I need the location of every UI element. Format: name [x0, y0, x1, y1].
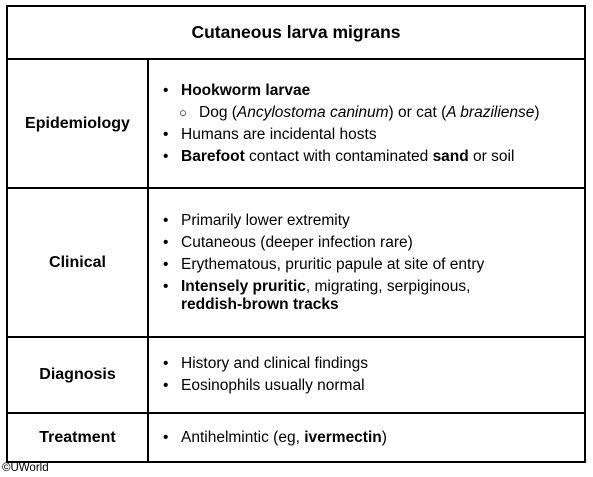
list-item: • Humans are incidental hosts	[159, 126, 574, 144]
row-content-clinical	[149, 189, 584, 336]
list-item: • Intensely pruritic, migrating, serpiginous, reddish-brown tracks	[159, 278, 574, 314]
copyright-footer: ©UWorld	[2, 462, 49, 474]
row-header-treatment: Treatment	[8, 414, 149, 461]
list-item: • History and clinical findings	[159, 355, 574, 373]
list-item: • Primarily lower extremity	[159, 212, 574, 230]
row-treatment	[8, 414, 584, 461]
row-content-treatment	[149, 414, 584, 461]
row-header-diagnosis: Diagnosis	[8, 338, 149, 412]
list-item: • Cutaneous (deeper infection rare)	[159, 234, 574, 252]
cutaneous-larva-migrans-table	[6, 5, 586, 463]
list-item: • Erythematous, pruritic papule at site of entry	[159, 256, 574, 274]
row-header-epidemiology: Epidemiology	[8, 60, 149, 187]
row-header-clinical: Clinical	[8, 189, 149, 336]
list-item: ○ Dog (Ancylostoma caninum) or cat (A braziliense)	[159, 104, 574, 122]
row-content-diagnosis	[149, 338, 584, 412]
row-clinical	[8, 189, 584, 338]
row-content-epidemiology	[149, 60, 584, 187]
list-item: • Eosinophils usually normal	[159, 377, 574, 395]
list-item: • Hookworm larvae	[159, 82, 574, 100]
row-diagnosis	[8, 338, 584, 414]
row-epidemiology	[8, 60, 584, 189]
table-title: Cutaneous larva migrans	[8, 7, 584, 60]
list-item: • Barefoot contact with contaminated sand or soil	[159, 148, 574, 166]
list-item: • Antihelmintic (eg, ivermectin)	[159, 429, 574, 447]
